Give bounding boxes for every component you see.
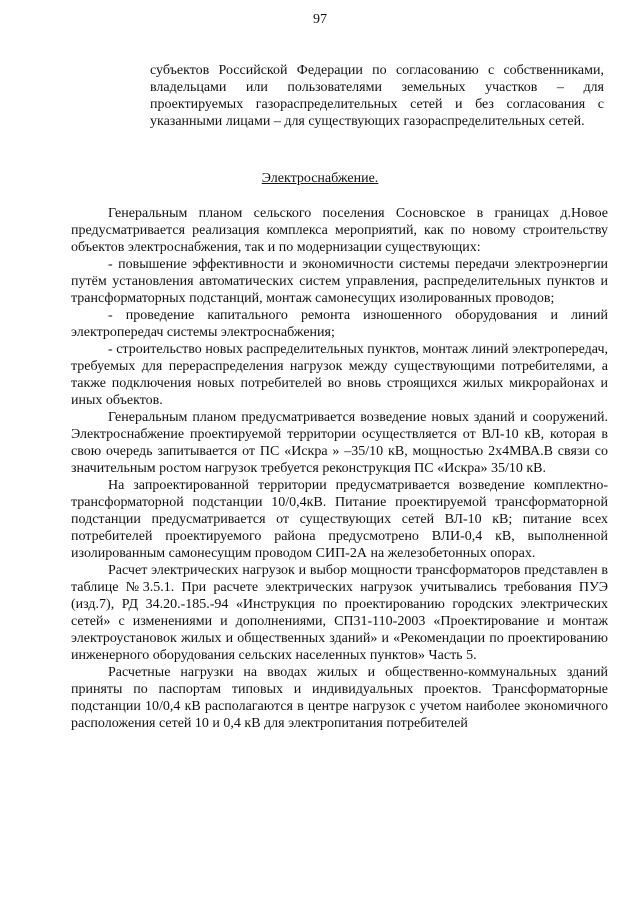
- paragraph-general-plan: Генеральным планом сельского поселения Сосновское в границах д.Новое предусматривается реализация комплекса мероприятий, как по новому строительству объектов электроснабжения, так и по модернизации существующих:: [71, 206, 608, 255]
- paragraph-load-calculation: Расчет электрических нагрузок и выбор мощности трансформаторов представлен в таблице №3.5.1. При расчете электрических нагрузок учитывались требования ПУЭ (изд.7), РД 34.20.-185.-94 «Инструкция по проектированию городских электрических сетей» с изменениями и дополнениями, СП31-110-2003 «Проектирование и монтаж электроустановок жилых и общественных зданий» и «Рекомендации по проектированию инженерного оборудования сельских населенных пунктов» Часть 5.: [71, 563, 608, 663]
- list-item-efficiency: - повышение эффективности и экономичности системы передачи электроэнергии путём установления автоматических систем управления, распределительных пунктов и трансформаторных подстанций, монтаж самонесущих изолированных проводов;: [71, 257, 608, 306]
- list-item-construction: - строительство новых распределительных пунктов, монтаж линий электропередач, требуемых для перераспределения нагрузок между существующими потребителями, а также подключения новых потребителей во вновь строящихся жилых микрорайонах и иных объектов.: [71, 342, 608, 408]
- list-item-repair: - проведение капитального ремонта изношенного оборудования и линий электропередач системы электроснабжения;: [71, 308, 608, 340]
- paragraph-substation: На запроектированной территории предусматривается возведение комплектно-трансформаторной подстанции 10/0,4кВ. Питание проектируемой трансформаторной подстанции предусматривается от существующих сетей ВЛ-10 кВ; питание всех потребителей проектируемого района предусмотрено ВЛИ-0,4 кВ, выполненной изолированным самонесущим проводом СИП-2А на железобетонных опорах.: [71, 478, 608, 561]
- page-number: 97: [313, 12, 327, 27]
- body-text: [71, 205, 608, 732]
- paragraph-design-loads: Расчетные нагрузки на вводах жилых и общественно-коммунальных зданий приняты по паспортам типовых и индивидуальных проектов. Трансформаторные подстанции 10/0,4 кВ располагаются в центре нагрузок с учетом наиболее экономичного расположения сетей 10 и 0,4 кВ для электропитания потребителей: [71, 665, 608, 731]
- intro-paragraph: субъектов Российской Федерации по согласованию с собственниками, владельцами или пользователями земельных участков – для проектируемых газораспределительных сетей и без согласования с указанными лицами – для существующих газораспределительных сетей.: [150, 63, 604, 129]
- section-heading: Электроснабжение.: [261, 171, 379, 186]
- paragraph-power-supply: Генеральным планом предусматривается возведение новых зданий и сооружений. Электроснабжение проектируемой территории осуществляется от ВЛ-10 кВ, которая в свою очередь запитывается от ПС «Искра » –35/10 кВ, мощностью 2х4МВА.В связи со значительным ростом нагрузок требуется реконструкция ПС «Искра» 35/10 кВ.: [71, 410, 608, 476]
